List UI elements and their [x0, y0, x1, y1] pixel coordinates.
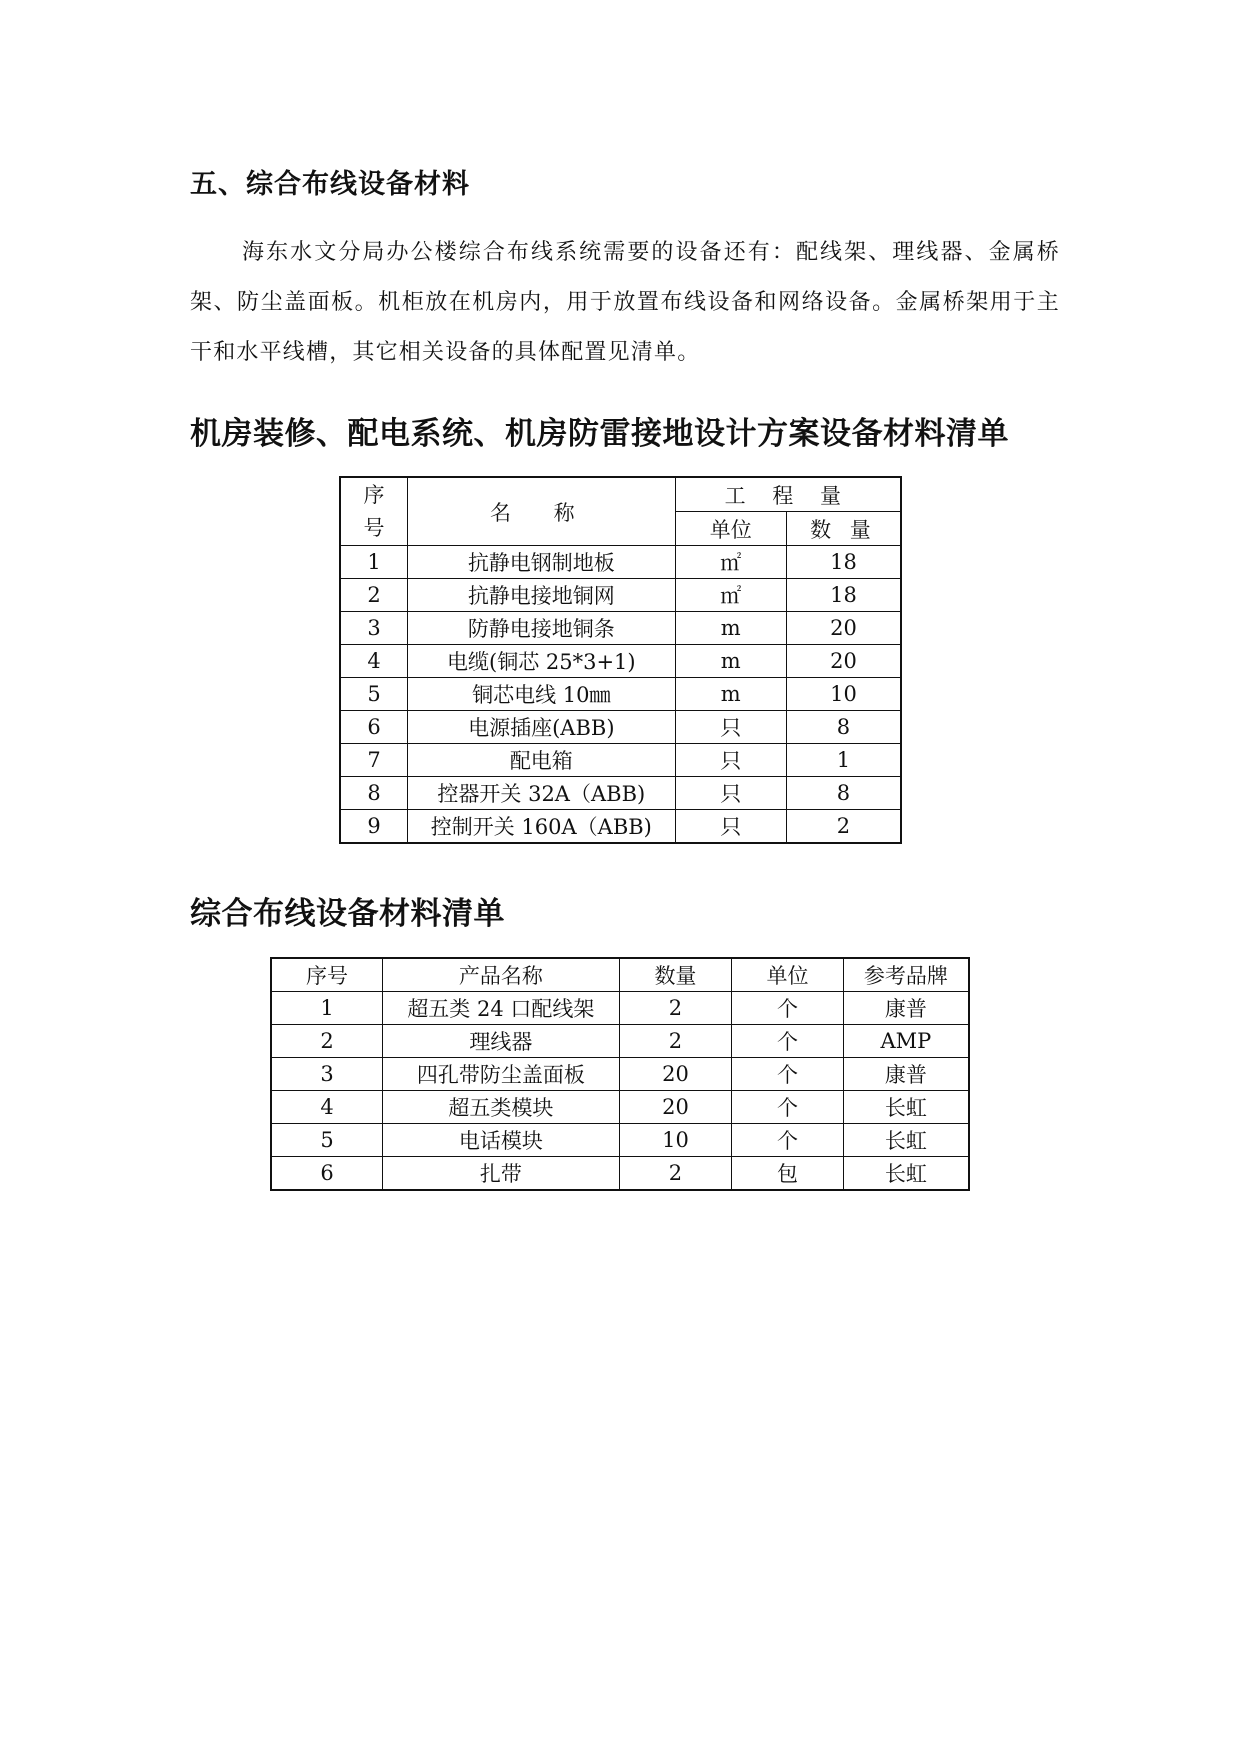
cell-name: 抗静电钢制地板: [408, 546, 676, 579]
cell-seq: 4: [340, 645, 408, 678]
cell-name: 电缆(铜芯 25*3+1): [408, 645, 676, 678]
machine-room-materials-table: [339, 476, 902, 844]
cell-seq: 6: [340, 711, 408, 744]
cell-qty: 2: [619, 992, 732, 1025]
table-row: [340, 579, 901, 612]
cell-name: 电源插座(ABB): [408, 711, 676, 744]
cell-product: 扎带: [383, 1157, 620, 1191]
table-row: [340, 546, 901, 579]
cell-seq: 8: [340, 777, 408, 810]
cell-amount: 20: [786, 612, 901, 645]
table-row: [340, 744, 901, 777]
table-row: [271, 1025, 969, 1058]
cell-amount: 8: [786, 711, 901, 744]
cell-unit: 只: [675, 744, 786, 777]
cabling-materials-table: [270, 957, 970, 1191]
cell-qty: 2: [619, 1025, 732, 1058]
cell-unit: 个: [732, 1058, 844, 1091]
cell-product: 四孔带防尘盖面板: [383, 1058, 620, 1091]
section-paragraph: 海东水文分局办公楼综合布线系统需要的设备还有：配线架、理线器、金属桥架、防尘盖面板。机柜放在机房内，用于放置布线设备和网络设备。金属桥架用于主干和水平线槽，其它相关设备的具体配置见清单。: [190, 240, 1060, 365]
cell-qty: 20: [619, 1091, 732, 1124]
table-row: [340, 612, 901, 645]
header-seq: [340, 477, 408, 546]
table-row: [271, 1157, 969, 1191]
cell-unit: 个: [732, 1025, 844, 1058]
cell-product: 理线器: [383, 1025, 620, 1058]
cell-amount: 8: [786, 777, 901, 810]
cell-brand: 康普: [843, 992, 969, 1025]
cell-seq: 5: [340, 678, 408, 711]
table-header-row: [271, 958, 969, 992]
cell-unit: 只: [675, 777, 786, 810]
cell-seq: 6: [271, 1157, 383, 1191]
cell-name: 铜芯电线 10㎜: [408, 678, 676, 711]
cell-amount: 18: [786, 546, 901, 579]
cell-seq: 2: [271, 1025, 383, 1058]
cell-name: 控器开关 32A（ABB): [408, 777, 676, 810]
cell-qty: 10: [619, 1124, 732, 1157]
header-seq-text: 序号: [363, 482, 385, 540]
cell-amount: 10: [786, 678, 901, 711]
header-amount: 数 量: [786, 512, 901, 546]
table-row: [340, 645, 901, 678]
cell-amount: 1: [786, 744, 901, 777]
header-unit: 单位: [732, 958, 844, 992]
table-row: [271, 1091, 969, 1124]
header-product: 产品名称: [383, 958, 620, 992]
cell-qty: 20: [619, 1058, 732, 1091]
cell-unit: 只: [675, 711, 786, 744]
table-row: [340, 711, 901, 744]
cell-seq: 3: [340, 612, 408, 645]
cell-brand: 康普: [843, 1058, 969, 1091]
cell-seq: 2: [340, 579, 408, 612]
cell-brand: 长虹: [843, 1157, 969, 1191]
header-qty: 数量: [619, 958, 732, 992]
table-header-row: [340, 477, 901, 512]
cell-unit: ㎡: [675, 546, 786, 579]
table-row: [271, 1124, 969, 1157]
cell-unit: 个: [732, 1124, 844, 1157]
cell-unit: m: [675, 678, 786, 711]
cell-name: 抗静电接地铜网: [408, 579, 676, 612]
cell-amount: 20: [786, 645, 901, 678]
cell-brand: 长虹: [843, 1124, 969, 1157]
cell-brand: AMP: [843, 1025, 969, 1058]
cell-seq: 9: [340, 810, 408, 844]
cell-unit: 个: [732, 1091, 844, 1124]
cell-amount: 2: [786, 810, 901, 844]
cell-unit: 个: [732, 992, 844, 1025]
cell-qty: 2: [619, 1157, 732, 1191]
section-heading: 五、综合布线设备材料: [190, 169, 470, 200]
cell-name: 控制开关 160A（ABB): [408, 810, 676, 844]
table-row: [340, 777, 901, 810]
table-row: [340, 678, 901, 711]
cell-unit: m: [675, 612, 786, 645]
cell-seq: 4: [271, 1091, 383, 1124]
cell-seq: 7: [340, 744, 408, 777]
header-brand: 参考品牌: [843, 958, 969, 992]
header-seq: 序号: [271, 958, 383, 992]
cell-product: 电话模块: [383, 1124, 620, 1157]
cell-seq: 1: [271, 992, 383, 1025]
header-quantity-group: 工 程 量: [675, 477, 901, 512]
cell-unit: 只: [675, 810, 786, 844]
cell-name: 配电箱: [408, 744, 676, 777]
cell-amount: 18: [786, 579, 901, 612]
cell-seq: 5: [271, 1124, 383, 1157]
cell-unit: ㎡: [675, 579, 786, 612]
cell-brand: 长虹: [843, 1091, 969, 1124]
cell-unit: 包: [732, 1157, 844, 1191]
table-row: [340, 810, 901, 844]
header-unit: 单位: [675, 512, 786, 546]
table2-title: 综合布线设备材料清单: [190, 896, 505, 932]
cell-product: 超五类 24 口配线架: [383, 992, 620, 1025]
cell-seq: 1: [340, 546, 408, 579]
header-name: 名 称: [408, 477, 676, 546]
table-row: [271, 1058, 969, 1091]
cell-name: 防静电接地铜条: [408, 612, 676, 645]
cell-seq: 3: [271, 1058, 383, 1091]
table-row: [271, 992, 969, 1025]
table1-title: 机房装修、配电系统、机房防雷接地设计方案设备材料清单: [190, 416, 1009, 452]
cell-product: 超五类模块: [383, 1091, 620, 1124]
cell-unit: m: [675, 645, 786, 678]
